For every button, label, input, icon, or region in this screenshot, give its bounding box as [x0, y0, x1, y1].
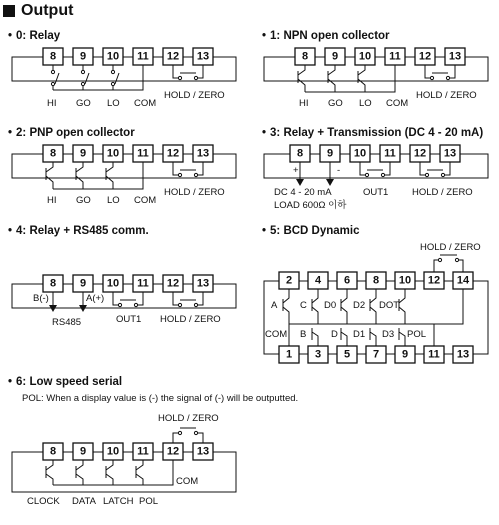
- svg-text:12: 12: [166, 277, 180, 290]
- svg-text:3: 3: [314, 348, 322, 361]
- svg-text:5: 5: [343, 348, 351, 361]
- svg-text:11: 11: [428, 348, 440, 361]
- label-go: GO: [76, 98, 91, 109]
- svg-text:8: 8: [301, 50, 309, 63]
- svg-text:9: 9: [326, 147, 334, 160]
- diagram-low-speed-serial: [0, 405, 250, 523]
- svg-text:12: 12: [418, 50, 432, 63]
- svg-text:10: 10: [353, 147, 367, 160]
- label-d2: D2: [353, 300, 366, 311]
- label-a: A: [271, 300, 278, 311]
- label-hold-zero: HOLD / ZERO: [160, 314, 221, 325]
- label-com: COM: [134, 195, 157, 206]
- svg-text:12: 12: [413, 147, 427, 160]
- label-hold-zero: HOLD / ZERO: [416, 90, 477, 101]
- svg-text:4: 4: [314, 274, 322, 287]
- section-title-3: • 3: Relay + Transmission (DC 4 - 20 mA): [262, 127, 484, 139]
- svg-text:9: 9: [331, 50, 339, 63]
- label-b-minus: B(-): [33, 293, 49, 304]
- diagram-bcd-dynamic: [252, 226, 499, 371]
- svg-text:12: 12: [427, 274, 441, 287]
- svg-text:13: 13: [456, 348, 470, 361]
- label-d: D: [331, 329, 338, 340]
- label-rs485: RS485: [52, 317, 82, 328]
- label-data: DATA: [72, 496, 96, 507]
- label-com: COM: [265, 329, 288, 340]
- rs485-lines: [49, 292, 203, 312]
- label-com: COM: [134, 98, 157, 109]
- label-hold-zero: HOLD / ZERO: [420, 242, 481, 253]
- svg-text:9: 9: [401, 348, 409, 361]
- label-minus: -: [337, 165, 341, 176]
- diagram-relay-transmission: [252, 97, 499, 222]
- svg-text:10: 10: [358, 50, 372, 63]
- label-d3: D3: [382, 329, 395, 340]
- label-d1: D1: [353, 329, 366, 340]
- svg-text:13: 13: [196, 445, 210, 458]
- svg-text:13: 13: [443, 147, 457, 160]
- label-pol: POL: [139, 496, 159, 507]
- svg-text:8: 8: [49, 277, 57, 290]
- svg-text:1: 1: [285, 348, 293, 361]
- label-com: COM: [386, 98, 409, 109]
- section-title-4: • 4: Relay + RS485 comm.: [8, 225, 149, 237]
- label-out1: OUT1: [363, 187, 389, 198]
- label-hi: HI: [299, 98, 309, 109]
- label-hold-zero: HOLD / ZERO: [412, 187, 473, 198]
- svg-text:11: 11: [137, 50, 149, 63]
- npn-transistors: [298, 65, 455, 92]
- page-title-text: Output: [21, 2, 74, 19]
- section-title-2: • 2: PNP open collector: [8, 127, 135, 139]
- svg-text:9: 9: [79, 445, 87, 458]
- pnp-transistors: [46, 162, 203, 189]
- svg-text:10: 10: [398, 274, 412, 287]
- label-com: COM: [176, 476, 199, 487]
- terminal-block-top: [279, 272, 473, 289]
- section-title-6: • 6: Low speed serial: [8, 376, 123, 388]
- svg-text:13: 13: [196, 50, 210, 63]
- label-plus: +: [293, 165, 299, 176]
- label-dc-4-20ma: DC 4 - 20 mA: [274, 187, 332, 198]
- svg-text:11: 11: [389, 50, 401, 63]
- diagram-pnp: [0, 97, 250, 222]
- svg-text:13: 13: [448, 50, 462, 63]
- svg-text:12: 12: [166, 147, 180, 160]
- label-dot: DOT: [379, 300, 400, 311]
- label-lo: LO: [107, 195, 120, 206]
- svg-text:14: 14: [456, 274, 470, 287]
- label-hi: HI: [47, 98, 57, 109]
- label-d0: D0: [324, 300, 337, 311]
- svg-text:10: 10: [106, 147, 120, 160]
- bcd-wiring: [283, 255, 463, 346]
- svg-text:12: 12: [166, 50, 180, 63]
- label-hold-zero: HOLD / ZERO: [158, 413, 219, 424]
- svg-text:9: 9: [79, 50, 87, 63]
- terminal-block-bottom: [279, 346, 473, 363]
- label-pol: POL: [407, 329, 427, 340]
- svg-text:8: 8: [49, 147, 57, 160]
- label-hold-zero: HOLD / ZERO: [164, 90, 225, 101]
- svg-text:13: 13: [196, 277, 210, 290]
- section-title-1: • 1: NPN open collector: [262, 30, 390, 42]
- svg-text:10: 10: [106, 50, 120, 63]
- svg-text:12: 12: [166, 445, 180, 458]
- label-a-plus: A(+): [86, 293, 105, 304]
- label-clock: CLOCK: [27, 496, 60, 507]
- label-hold-zero: HOLD / ZERO: [164, 187, 225, 198]
- label-go: GO: [328, 98, 343, 109]
- section-title-0: • 0: Relay: [8, 30, 61, 42]
- svg-text:8: 8: [296, 147, 304, 160]
- label-b: B: [300, 329, 307, 340]
- svg-text:8: 8: [49, 445, 57, 458]
- section-title-5: • 5: BCD Dynamic: [262, 225, 360, 237]
- svg-text:9: 9: [79, 277, 87, 290]
- label-c: C: [300, 300, 307, 311]
- label-lo: LO: [359, 98, 372, 109]
- diagram-relay-rs485: [0, 226, 250, 346]
- label-out1: OUT1: [116, 314, 142, 325]
- svg-text:10: 10: [106, 277, 120, 290]
- svg-text:13: 13: [196, 147, 210, 160]
- label-latch: LATCH: [103, 496, 134, 507]
- label-go: GO: [76, 195, 91, 206]
- transmission-outputs: [296, 162, 450, 186]
- svg-text:7: 7: [372, 348, 380, 361]
- relay-contacts: [51, 65, 203, 90]
- svg-text:11: 11: [384, 147, 396, 160]
- label-hi: HI: [47, 195, 57, 206]
- svg-text:2: 2: [285, 274, 293, 287]
- label-lo: LO: [107, 98, 120, 109]
- label-load: LOAD 600Ω 이하: [274, 200, 347, 211]
- svg-text:10: 10: [106, 445, 120, 458]
- svg-text:8: 8: [372, 274, 380, 287]
- svg-text:6: 6: [343, 274, 351, 287]
- svg-text:11: 11: [137, 277, 149, 290]
- svg-text:11: 11: [137, 445, 149, 458]
- svg-text:8: 8: [49, 50, 57, 63]
- pol-note: POL: When a display value is (-) the signal of (-) will be outputted.: [22, 393, 299, 404]
- svg-text:9: 9: [79, 147, 87, 160]
- svg-text:11: 11: [137, 147, 149, 160]
